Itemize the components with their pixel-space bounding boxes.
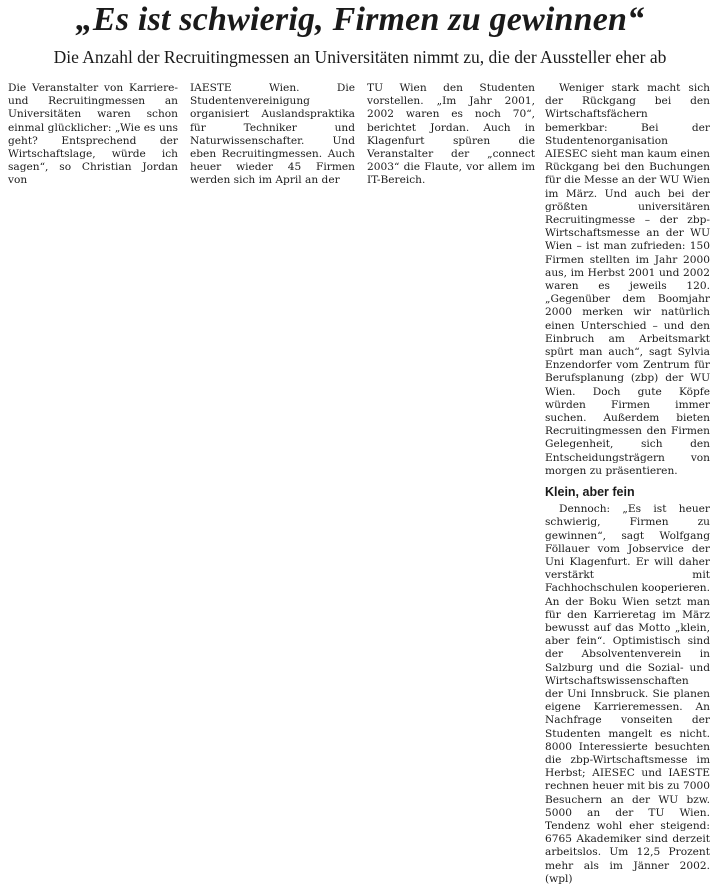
column-1-text: Die Veranstalter von Karriere- und Recruitingmessen an Universitäten waren schon einmal glücklicher: „Wie es uns geht? Entsprechend der Wirtschaftslage, würde ich sagen“, so Christian Jordan von [8,82,178,187]
column-4-paragraph-2: Dennoch: „Es ist heuer schwierig, Firmen zu gewinnen“, sagt Wolfgang Föllauer vom Jobservice der Uni Klagenfurt. Er will daher verstärkt mit Fachhochschulen kooperieren. An der Boku Wien setzt man für den Karrieretag im März bewusst auf das Motto „klein, aber fein“. Optimistisch sind der Absolventenverein in Salzburg und die Sozial- und Wirtschaftswissenschaften der Uni Innsbruck. Sie planen eigene Karrieremessen. An Nachfrage vonseiten der Studenten mangelt es nicht. 8000 Interessierte besuchten die zbp-Wirtschaftsmesse im Herbst; AIESEC und IAESTE rechnen heuer mit bis zu 7000 Besuchern an der WU bzw. 5000 an der TU Wien. Tendenz wohl eher steigend: 6765 Akademiker sind derzeit arbeitslos. Um 12,5 Prozent mehr als im Jänner 2002. (wpl) [545,503,710,885]
article-headline: „Es ist schwierig, Firmen zu gewinnen“ [75,1,645,38]
column-2-text: IAESTE Wien. Die Studentenvereinigung organisiert Auslandspraktika für Techniker und Naturwissenschafter. Und eben Recruitingmessen. Auch heuer wieder 45 Firmen werden sich im April an der [190,82,355,187]
article-column-4 [545,82,710,886]
column-4-paragraph-1: Weniger stark macht sich der Rückgang bei den Wirtschaftsfächern bemerkbar: Bei der Studentenorganisation AIESEC sieht man kaum einen Rückgang bei den Buchungen für die Messe an der WU Wien im März. Und auch bei der größten universitären Recruitingmesse – der zbp-Wirtschaftsmesse an der WU Wien – ist man zufrieden: 150 Firmen stellten im Jahr 2000 aus, im Herbst 2001 und 2002 waren es jeweils 120. „Gegenüber dem Boomjahr 2000 merken wir natürlich einen Unterschied – und den Einbruch am Arbeitsmarkt spürt man auch“, sagt Sylvia Enzendorfer vom Zentrum für Berufsplanung (zbp) der WU Wien. Doch gute Köpfe würden Firmen immer suchen. Außerdem bieten Recruitingmessen den Firmen Gelegenheit, sich den Entscheidungsträgern von morgen zu präsentieren. [545,82,710,477]
column-3-text: TU Wien den Studenten vorstellen. „Im Jahr 2001, 2002 waren es noch 70“, berichtet Jordan. Auch in Klagenfurt spüren die Veranstalter der „connect 2003“ die Flaute, vor allem im IT-Bereich. [367,82,535,187]
article-subtitle: Klein, aber fein [545,485,635,500]
article-column-3 [367,82,535,188]
article-subheadline: Die Anzahl der Recruitingmessen an Universitäten nimmt zu, die der Aussteller eher ab [53,47,667,67]
article-column-2 [190,82,355,188]
article-column-1 [8,82,178,188]
